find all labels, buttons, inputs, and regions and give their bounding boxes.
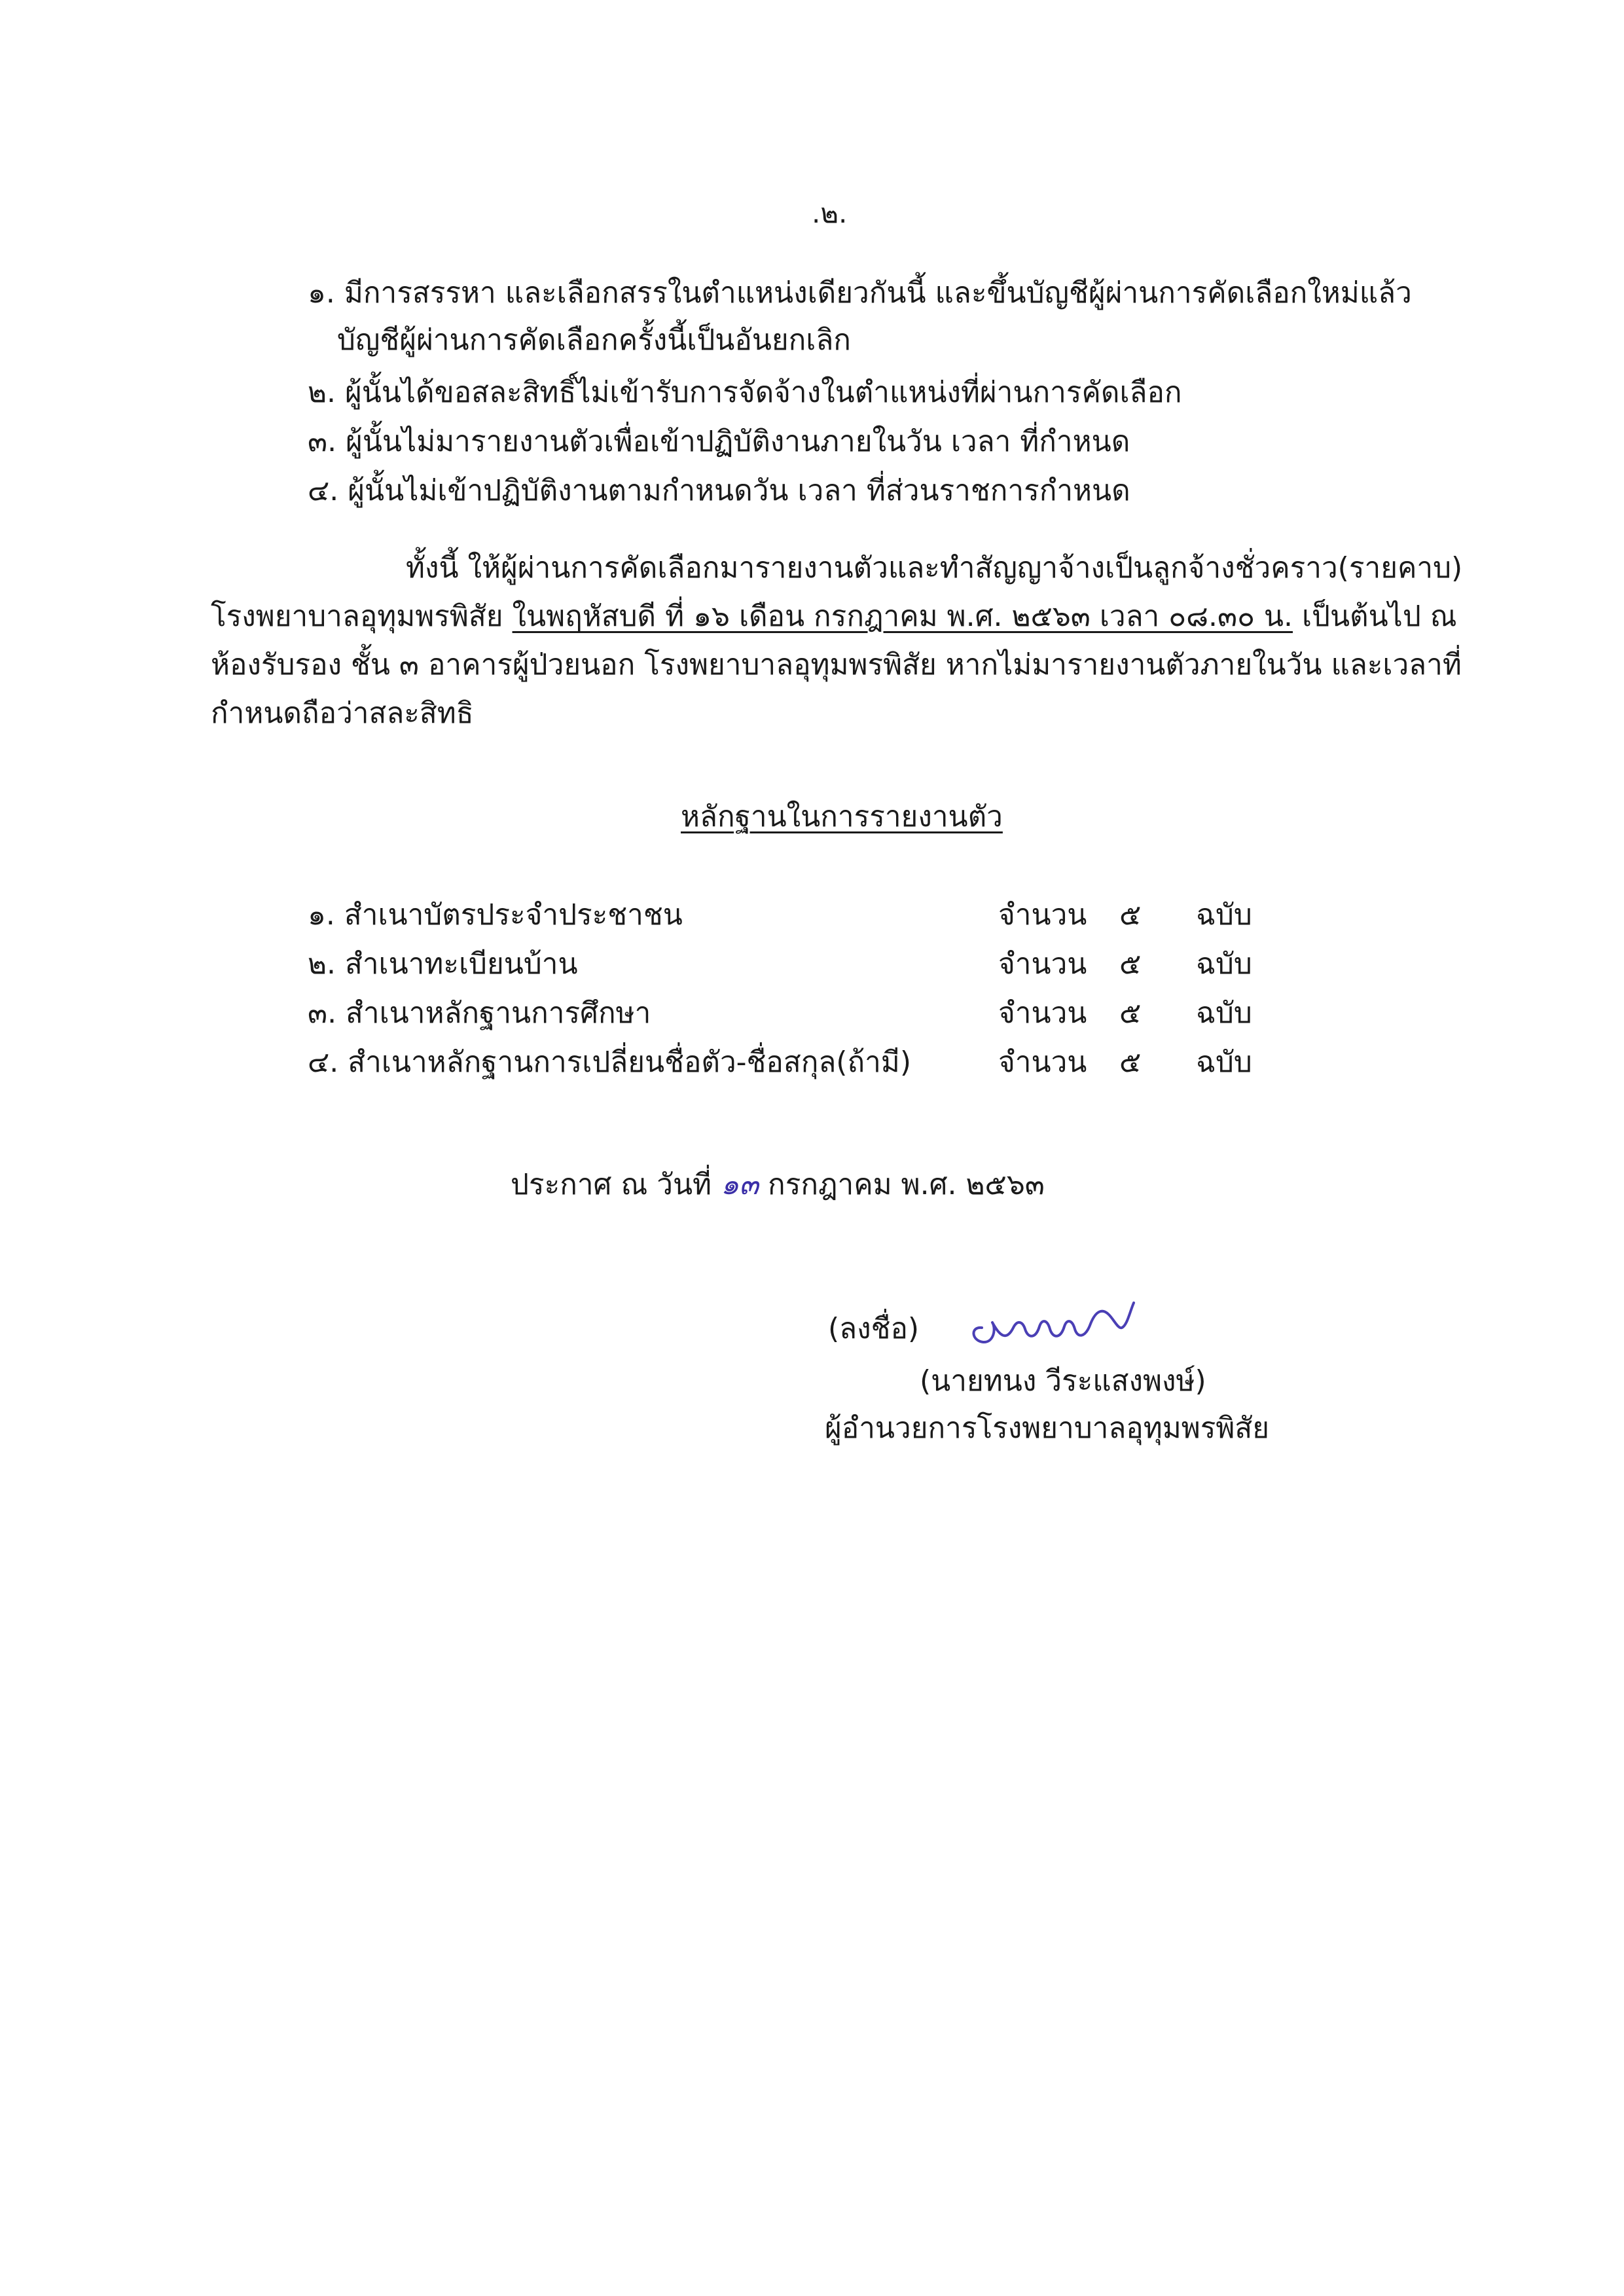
condition-2: ๒. ผู้นั้นได้ขอสละสิทธิ์ไม่เข้ารับการจัดจ้างในตำแหน่งที่ผ่านการคัดเลือก [308,376,1182,409]
announcement-suffix: กรกฎาคม พ.ศ. ๒๕๖๓ [759,1168,1045,1201]
evidence-unit: ฉบับ [1196,1046,1252,1079]
evidence-qty-label: จำนวน [998,996,1087,1030]
evidence-qty-label: จำนวน [998,947,1087,981]
signature-label: (ลงชื่อ) [828,1312,920,1345]
paragraph-line-4: กำหนดถือว่าสละสิทธิ [211,697,474,730]
evidence-unit: ฉบับ [1196,996,1252,1030]
handwritten-signature [962,1288,1146,1363]
evidence-qty: ๕ [1119,947,1142,981]
announcement-date [511,1165,1045,1205]
evidence-label: ๓. สำเนาหลักฐานการศึกษา [308,996,651,1030]
evidence-qty-label: จำนวน [998,1046,1087,1079]
paragraph-line-1: ทั้งนี้ ให้ผู้ผ่านการคัดเลือกมารายงานตัวและทำสัญญาจ้างเป็นลูกจ้างชั่วคราว(รายคาบ) [406,551,1463,585]
signer-position: ผู้อำนวยการโรงพยาบาลอุทุมพรพิสัย [825,1412,1270,1445]
paragraph-line-3: ห้องรับรอง ชั้น ๓ อาคารผู้ป่วยนอก โรงพยาบาลอุทุมพรพิสัย หากไม่มารายงานตัวภายในวัน และเวลาที่ [211,648,1462,682]
evidence-qty: ๕ [1119,996,1142,1030]
evidence-qty: ๕ [1119,1046,1142,1079]
evidence-label: ๔. สำเนาหลักฐานการเปลี่ยนชื่อตัว-ชื่อสกุล(ถ้ามี) [308,1046,911,1079]
announcement-day: ๑๓ [721,1168,759,1201]
paragraph-line-2-end: เป็นต้นไป ณ [1293,600,1457,633]
evidence-row-4 [308,1043,1290,1082]
condition-4: ๔. ผู้นั้นไม่เข้าปฏิบัติงานตามกำหนดวัน เวลา ที่ส่วนราชการกำหนด [308,474,1130,507]
condition-1-line-1: ๑. มีการสรรหา และเลือกสรรในตำแหน่งเดียวกันนี้ และขึ้นบัญชีผู้ผ่านการคัดเลือกใหม่แล้ว [308,276,1412,310]
announcement-prefix: ประกาศ ณ วันที่ [511,1168,721,1201]
signature-scribble [962,1288,1146,1360]
evidence-qty-label: จำนวน [998,898,1087,932]
evidence-qty: ๕ [1119,898,1142,932]
condition-1-line-2: บัญชีผู้ผ่านการคัดเลือกครั้งนี้เป็นอันยกเลิก [337,323,851,357]
report-date-time: ในพฤหัสบดี ที่ ๑๖ เดือน กรกฎาคม พ.ศ. ๒๕๖๓ เวลา ๐๘.๓๐ น. [512,600,1293,633]
paragraph-line-2 [211,597,1457,636]
evidence-label: ๒. สำเนาทะเบียนบ้าน [308,947,578,981]
evidence-row-3 [308,994,1290,1033]
evidence-label: ๑. สำเนาบัตรประจำประชาชน [308,898,683,932]
evidence-heading: หลักฐานในการรายงานตัว [681,800,1003,833]
evidence-unit: ฉบับ [1196,947,1252,981]
evidence-unit: ฉบับ [1196,898,1252,932]
evidence-row-1 [308,896,1290,935]
paragraph-hospital-name: โรงพยาบาลอุทุมพรพิสัย [211,600,513,633]
page-number: .๒. [812,197,848,229]
signer-name: (นายทนง วีระแสงพงษ์) [920,1364,1206,1398]
evidence-row-2 [308,945,1290,984]
condition-3: ๓. ผู้นั้นไม่มารายงานตัวเพื่อเข้าปฏิบัติงานภายในวัน เวลา ที่กำหนด [308,425,1130,458]
